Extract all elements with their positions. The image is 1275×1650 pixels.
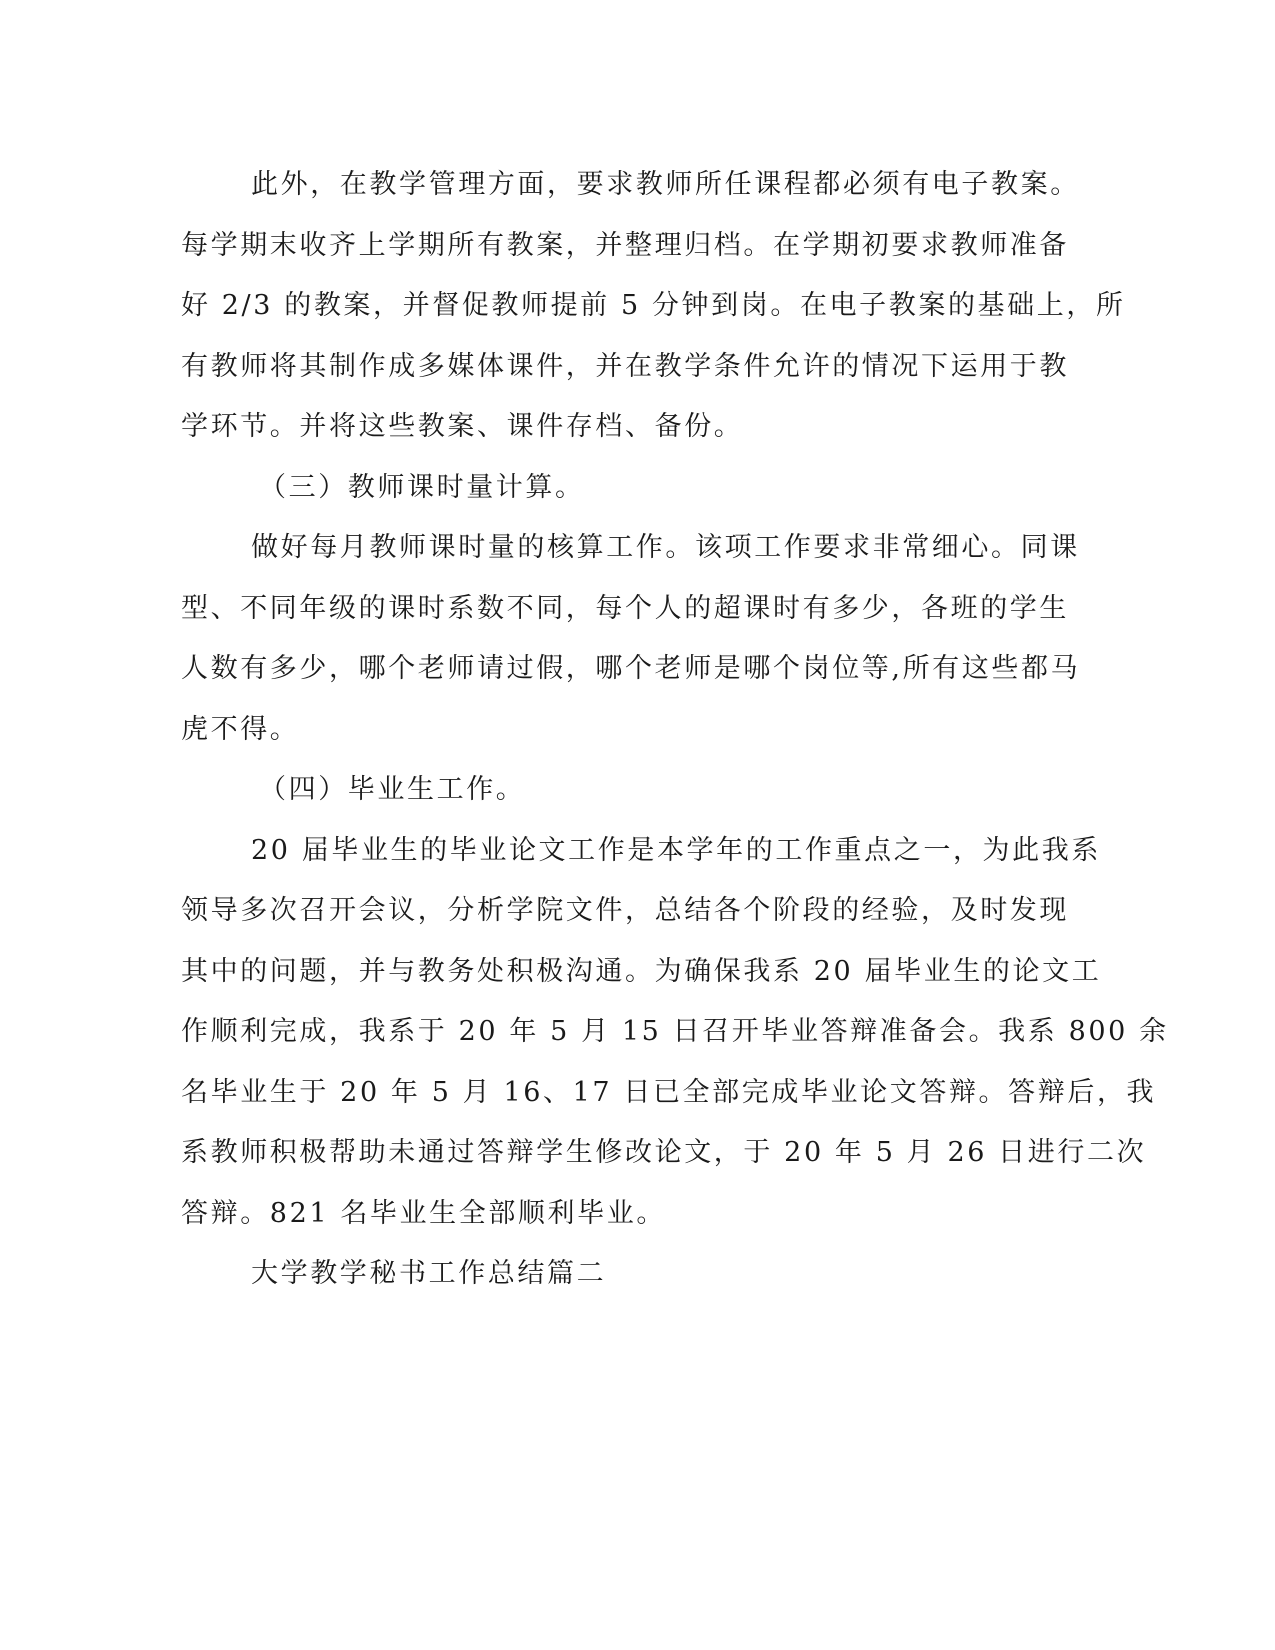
paragraph-line: 系教师积极帮助未通过答辩学生修改论文，于 20 年 5 月 26 日进行二次: [181, 1137, 1147, 1168]
paragraph-line: 好 2/3 的教案，并督促教师提前 5 分钟到岗。在电子教案的基础上，所: [181, 290, 1126, 321]
paragraph-line: 有教师将其制作成多媒体课件，并在教学条件允许的情况下运用于教: [181, 350, 1069, 382]
paragraph-line: 答辩。821 名毕业生全部顺利毕业。: [181, 1197, 666, 1229]
paragraph-line: 作顺利完成，我系于 20 年 5 月 15 日召开毕业答辩准备会。我系 800 余: [181, 1016, 1169, 1047]
paragraph-line: 20 届毕业生的毕业论文工作是本学年的工作重点之一，为此我系: [251, 834, 1101, 866]
paragraph-line: 名毕业生于 20 年 5 月 16、17 日已全部完成毕业论文答辩。答辩后，我: [181, 1076, 1157, 1108]
paragraph-line: 学环节。并将这些教案、课件存档、备份。: [181, 411, 744, 442]
article-title: 大学教学秘书工作总结篇二: [251, 1258, 607, 1289]
section-heading: （四）毕业生工作。: [259, 774, 526, 805]
paragraph-line: 领导多次召开会议，分析学院文件，总结各个阶段的经验，及时发现: [181, 895, 1069, 926]
paragraph-line: 其中的问题，并与教务处积极沟通。为确保我系 20 届毕业生的论文工: [181, 955, 1102, 987]
paragraph-line: 每学期末收齐上学期所有教案，并整理归档。在学期初要求教师准备: [181, 229, 1069, 261]
document-body: [181, 155, 1169, 1305]
paragraph-line: 型、不同年级的课时系数不同，每个人的超课时有多少，各班的学生: [181, 592, 1069, 624]
section-heading: （三）教师课时量计算。: [259, 471, 585, 503]
paragraph-line: 人数有多少，哪个老师请过假，哪个老师是哪个岗位等,所有这些都马: [181, 653, 1081, 684]
paragraph-line: 虎不得。: [181, 713, 300, 745]
paragraph-line: 此外，在教学管理方面，要求教师所任课程都必须有电子教案。: [251, 169, 1080, 200]
paragraph-line: 做好每月教师课时量的核算工作。该项工作要求非常细心。同课: [251, 532, 1080, 563]
